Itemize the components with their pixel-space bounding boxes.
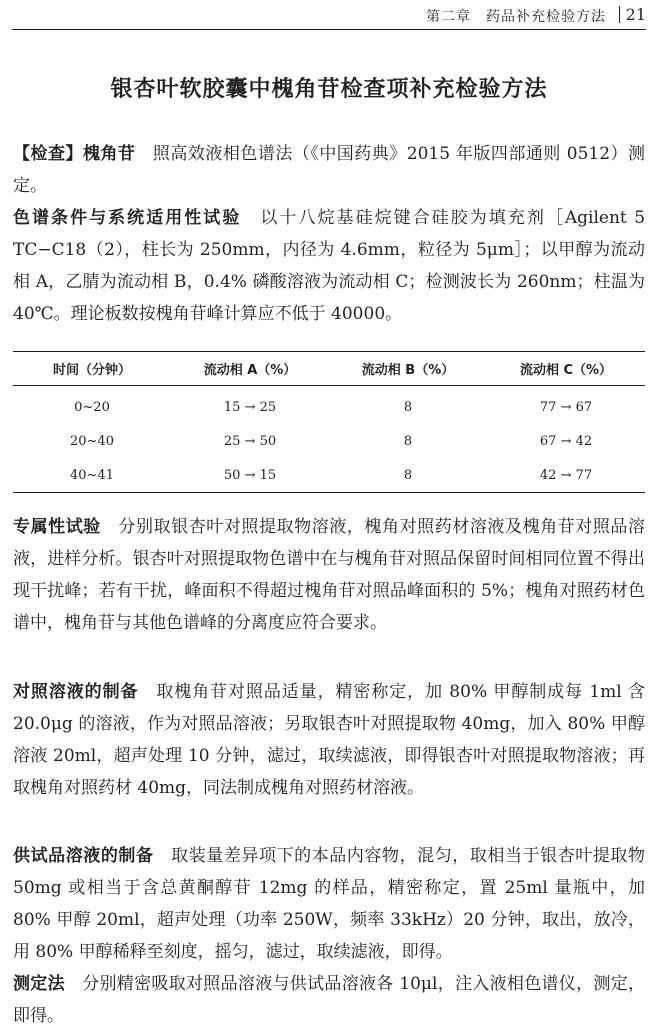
paragraph-text: 取装量差异项下的本品内容物，混匀，取相当于银杏叶提取物 50mg 或相当于含总黄酮醇苷 12mg 的样品，精密称定，置 25ml 量瓶中，加 80% 甲醇 20ml，超声处理（功率 250W，频率 33kHz）20 分钟，取出，放冷，用 80% 甲醇稀释至刻度，摇匀，滤过，取续滤液，即得。 xyxy=(13,846,646,962)
table-header-row xyxy=(13,352,645,386)
table-cell: 8 xyxy=(403,467,413,483)
page-number: 21 xyxy=(625,5,646,24)
table-cell: 0~20 xyxy=(74,399,110,415)
table-header-cell: 流动相 C（%） xyxy=(487,352,645,386)
table-cell: 8 xyxy=(403,433,413,449)
paragraph-text: 分别精密吸取对照品溶液与供试品溶液各 10μl，注入液相色谱仪，测定，即得。 xyxy=(13,974,645,1026)
paragraph-lead: 色谱条件与系统适用性试验 xyxy=(13,208,242,228)
table-cell: 67 → 42 xyxy=(539,433,593,449)
paragraph-text: 分别取银杏叶对照提取物溶液，槐角对照药材溶液及槐角苷对照品溶液，进样分析。银杏叶对照提取物色谱中在与槐角苷对照品保留时间相同位置不得出现干扰峰；若有干扰，峰面积不得超过槐角苷对照品峰面积的 5%；槐角对照药材色谱中，槐角苷与其他色谱峰的分离度应符合要求。 xyxy=(13,517,646,633)
table-cell: 25 → 50 xyxy=(223,433,277,449)
paragraph-lead: 【检查】槐角苷 xyxy=(13,144,136,164)
paragraph-test-solution xyxy=(13,840,645,968)
table-header-cell: 流动相 B（%） xyxy=(329,352,487,386)
table-cell: 77 → 67 xyxy=(539,399,593,415)
page-title: 银杏叶软胶囊中槐角苷检查项补充检验方法 xyxy=(110,77,548,102)
paragraph-specificity xyxy=(13,511,645,639)
table-row xyxy=(13,386,645,425)
table-cell: 42 → 77 xyxy=(539,467,593,483)
paragraph-lead: 供试品溶液的制备 xyxy=(13,846,154,866)
table-cell: 8 xyxy=(403,399,413,415)
table-cell: 20~40 xyxy=(70,433,114,449)
table-header-cell: 流动相 A（%） xyxy=(171,352,329,386)
table-row xyxy=(13,458,645,493)
paragraph-reference-solution xyxy=(13,676,645,804)
gradient-table xyxy=(13,351,645,493)
table-row xyxy=(13,424,645,458)
table-cell: 15 → 25 xyxy=(223,399,277,415)
paragraph-chromatographic-conditions xyxy=(13,202,645,330)
chapter-header: 第二章 药品补充检验方法 xyxy=(426,9,606,25)
table-cell: 50 → 15 xyxy=(223,467,277,483)
paragraph-check xyxy=(13,138,645,202)
table-cell: 40~41 xyxy=(70,467,114,483)
header-divider xyxy=(619,6,620,23)
paragraph-procedure xyxy=(13,968,645,1032)
paragraph-text: 以十八烷基硅烷键合硅胶为填充剂［Agilent 5 TC−C18（2），柱长为 250mm，内径为 4.6mm，粒径为 5μm］；以甲醇为流动相 A，乙腈为流动相 B，0.4% 磷酸溶液为流动相 C；检测波长为 260nm；柱温为 40℃。理论板数按槐角苷峰计算应不低于 40000。 xyxy=(13,208,646,324)
paragraph-text: 照高效液相色谱法（《中国药典》2015 年版四部通则 0512）测定。 xyxy=(13,144,646,196)
paragraph-lead: 对照溶液的制备 xyxy=(13,682,139,702)
table-header-cell: 时间（分钟） xyxy=(13,352,171,386)
paragraph-lead: 专属性试验 xyxy=(13,517,101,537)
running-header xyxy=(12,3,646,30)
paragraph-text: 取槐角苷对照品适量，精密称定，加 80% 甲醇制成每 1ml 含 20.0μg 的溶液，作为对照品溶液；另取银杏叶对照提取物 40mg，加入 80% 甲醇溶液 20ml，超声处理 10 分钟，滤过，取续滤液，即得银杏叶对照提取物溶液；再取槐角对照药材 40mg，同法制成槐角对照药材溶液。 xyxy=(13,682,646,798)
paragraph-lead: 测定法 xyxy=(13,974,65,994)
